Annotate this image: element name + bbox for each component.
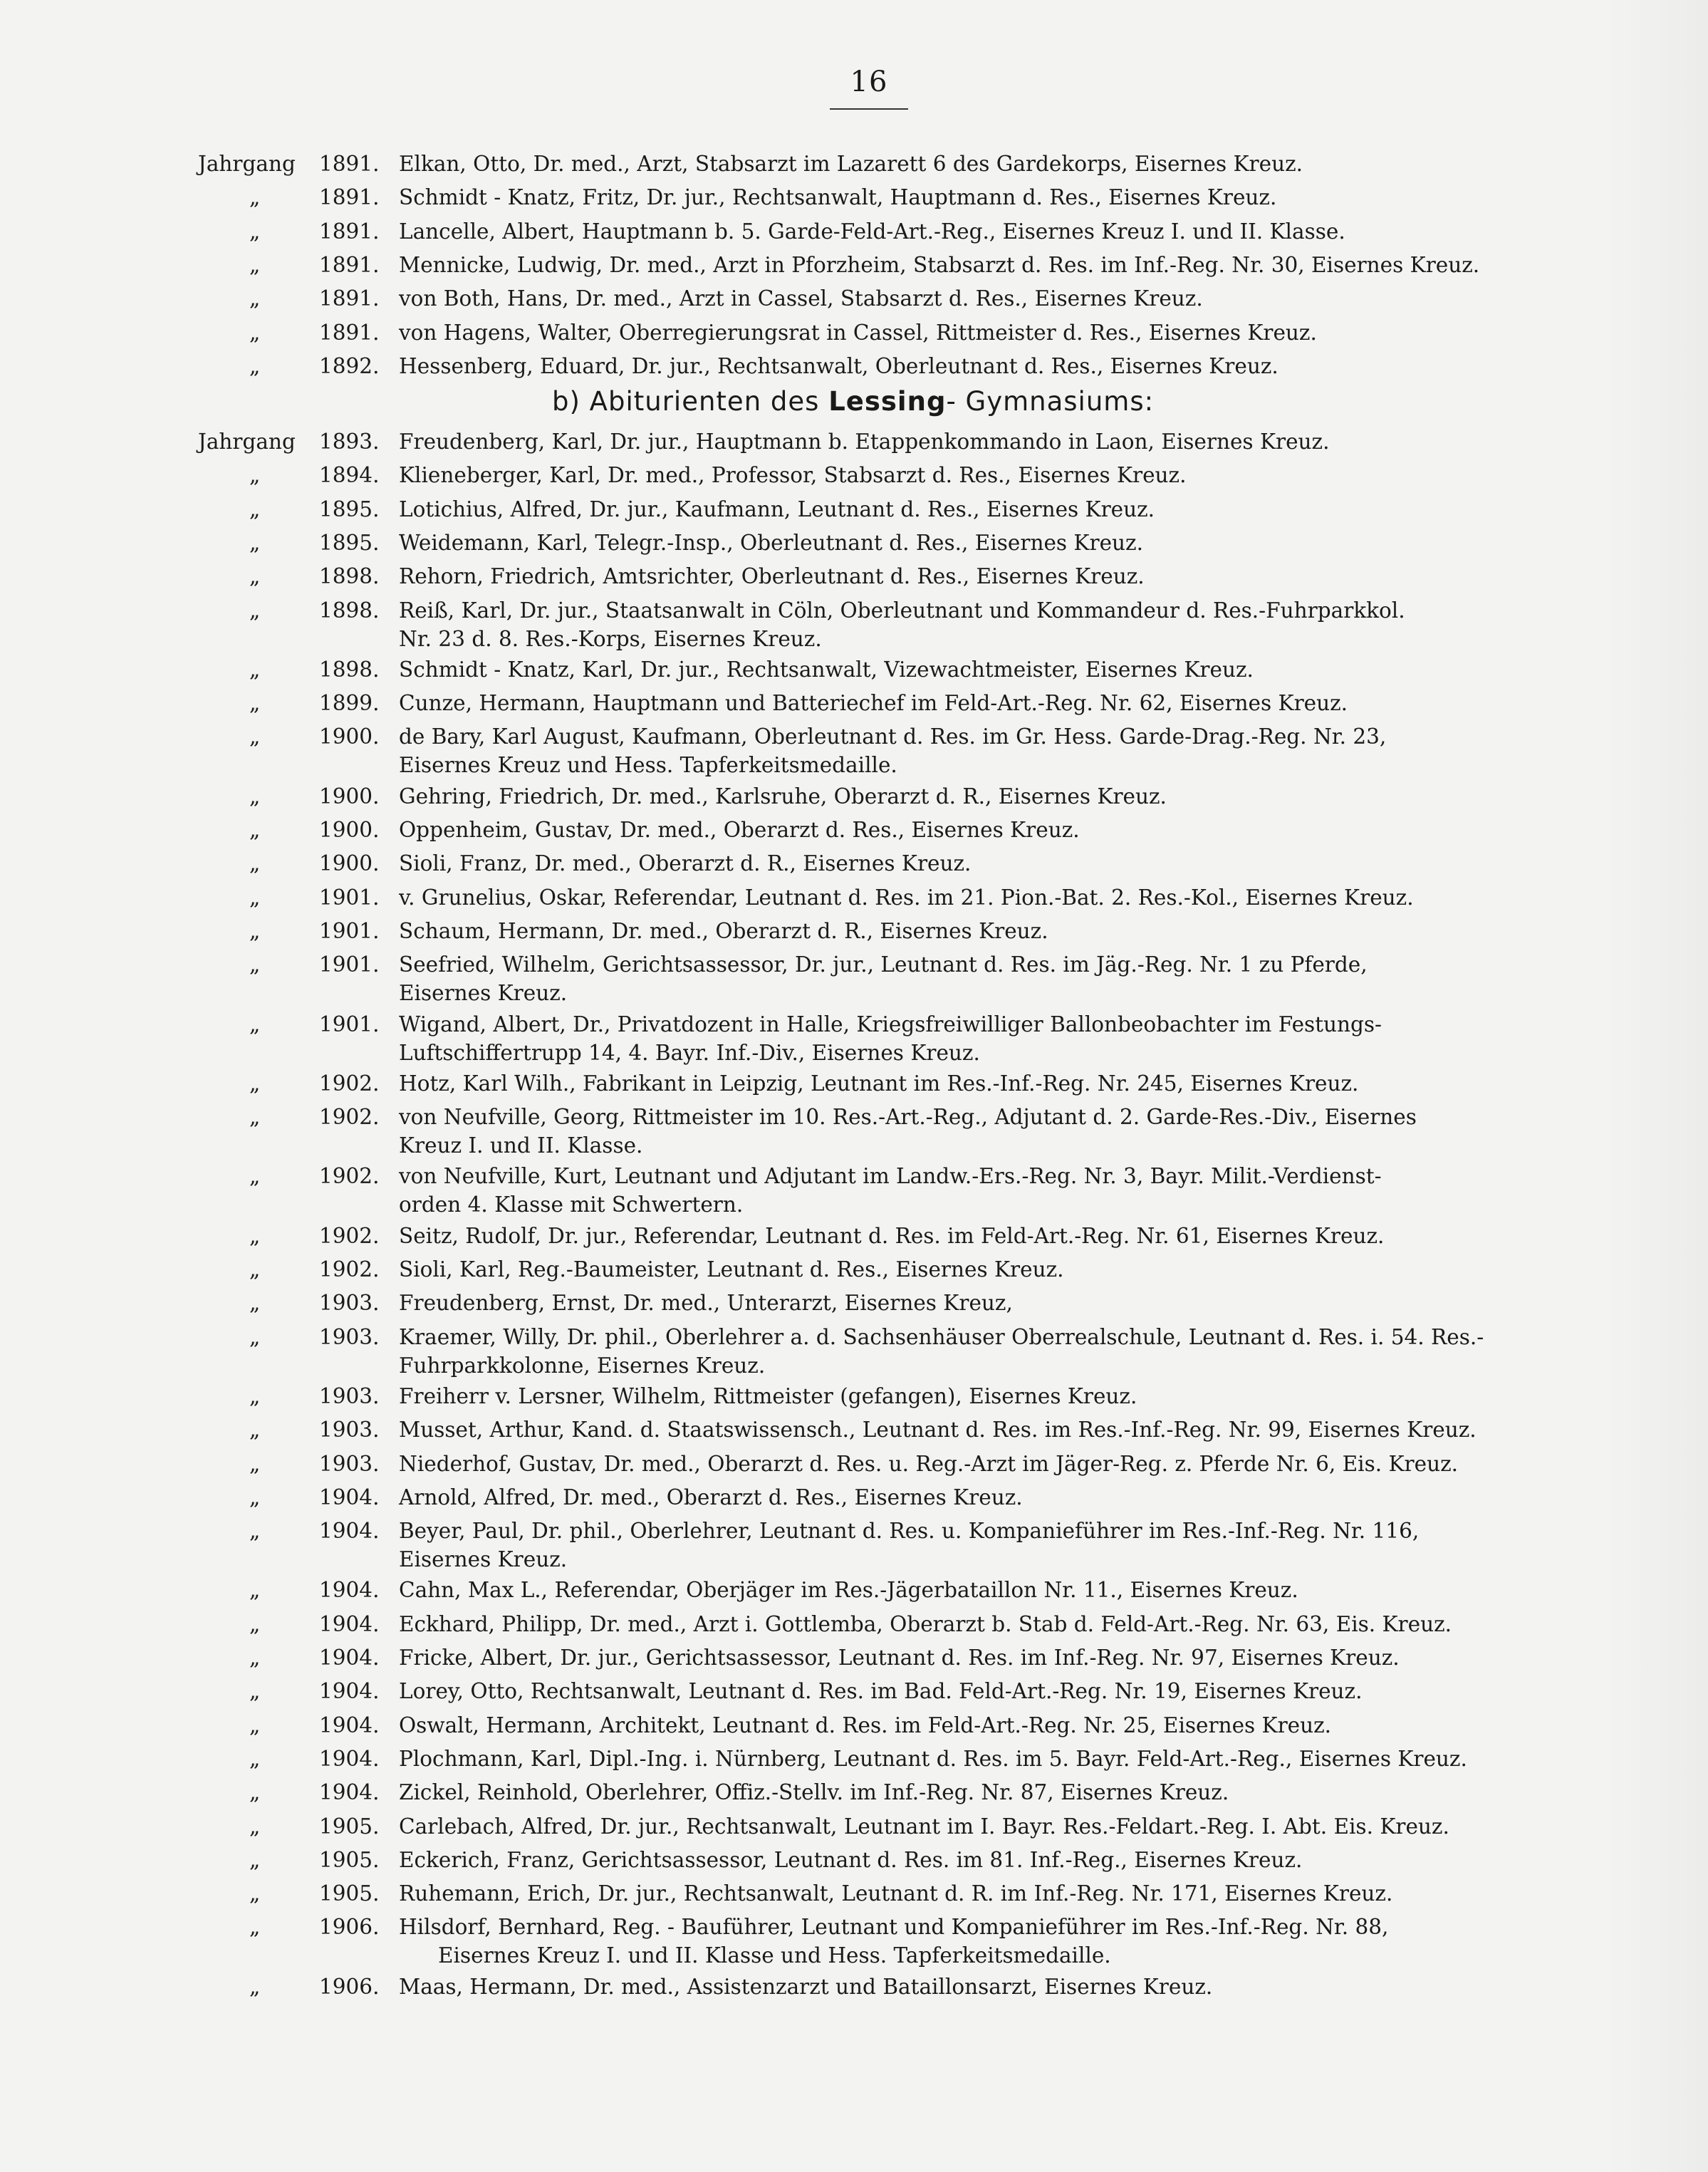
- entry-text: Cunze, Hermann, Hauptmann und Batteriechef im Feld-Art.-Reg. Nr. 62, Eisernes Kreuz.: [399, 691, 1348, 716]
- entry-year: 1904.: [319, 1578, 380, 1603]
- ditto-mark: „: [249, 1746, 261, 1771]
- entry-year: 1901.: [319, 885, 380, 910]
- ditto-mark: „: [249, 1164, 261, 1189]
- ditto-mark: „: [249, 1679, 261, 1704]
- ditto-mark: „: [249, 851, 261, 876]
- ditto-mark: „: [249, 1646, 261, 1670]
- entry-year: 1891.: [319, 320, 380, 345]
- entry-year: 1902.: [319, 1105, 380, 1130]
- section-heading-suffix: - Gymnasiums:: [946, 386, 1155, 417]
- ditto-mark: „: [249, 724, 261, 749]
- ditto-mark: „: [249, 598, 261, 623]
- entry-text: Lancelle, Albert, Hauptmann b. 5. Garde-Feld-Art.-Reg., Eisernes Kreuz I. und II. Klasse.: [399, 219, 1345, 244]
- entry-text: Schmidt - Knatz, Karl, Dr. jur., Rechtsanwalt, Vizewachtmeister, Eisernes Kreuz.: [399, 657, 1254, 682]
- entry-year: 1902.: [319, 1164, 380, 1189]
- entry-text: von Hagens, Walter, Oberregierungsrat in Cassel, Rittmeister d. Res., Eisernes Kreuz.: [399, 320, 1317, 345]
- entry-year: 1902.: [319, 1071, 380, 1096]
- entry-year: 1901.: [319, 1012, 380, 1036]
- entry-text: von Neufville, Georg, Rittmeister im 10. Res.-Art.-Reg., Adjutant d. 2. Garde-Res.-Div., Eisernes: [399, 1105, 1417, 1130]
- ditto-mark: „: [249, 885, 261, 910]
- ditto-mark: „: [249, 1418, 261, 1443]
- entry-text: Zickel, Reinhold, Oberlehrer, Offiz.-Stellv. im Inf.-Reg. Nr. 87, Eisernes Kreuz.: [399, 1780, 1229, 1805]
- ditto-mark: „: [249, 1383, 261, 1408]
- ditto-mark: „: [249, 353, 261, 378]
- section-heading: [552, 386, 1193, 417]
- entry-year: 1891.: [319, 219, 380, 244]
- entry-text: Oswalt, Hermann, Architekt, Leutnant d. Res. im Feld-Art.-Reg. Nr. 25, Eisernes Kreuz.: [399, 1713, 1332, 1737]
- ditto-mark: „: [249, 1257, 261, 1282]
- entry-year: 1900.: [319, 851, 380, 876]
- entry-continuation: Fuhrparkkolonne, Eisernes Kreuz.: [399, 1353, 766, 1378]
- entry-text: Maas, Hermann, Dr. med., Assistenzarzt und Bataillonsarzt, Eisernes Kreuz.: [399, 1974, 1213, 1999]
- entry-text: Schaum, Hermann, Dr. med., Oberarzt d. R., Eisernes Kreuz.: [399, 918, 1048, 943]
- ditto-mark: „: [249, 1915, 261, 1940]
- entry-continuation: orden 4. Klasse mit Schwertern.: [399, 1192, 744, 1217]
- entry-continuation: Eisernes Kreuz.: [399, 1547, 568, 1572]
- entry-year: 1905.: [319, 1881, 380, 1906]
- entry-text: Hilsdorf, Bernhard, Reg. - Bauführer, Leutnant und Kompanieführer im Res.-Inf.-Reg. Nr. 88,: [399, 1915, 1389, 1940]
- entry-continuation: Nr. 23 d. 8. Res.-Korps, Eisernes Kreuz.: [399, 626, 822, 651]
- entry-text: Arnold, Alfred, Dr. med., Oberarzt d. Res., Eisernes Kreuz.: [399, 1485, 1023, 1510]
- entry-text: Schmidt - Knatz, Fritz, Dr. jur., Rechtsanwalt, Hauptmann d. Res., Eisernes Kreuz.: [399, 185, 1277, 210]
- entry-year: 1891.: [319, 152, 380, 176]
- ditto-mark: „: [249, 784, 261, 809]
- entry-year: 1903.: [319, 1383, 380, 1408]
- entry-year: 1904.: [319, 1611, 380, 1636]
- entry-text: Eckerich, Franz, Gerichtsassessor, Leutnant d. Res. im 81. Inf.-Reg., Eisernes Kreuz.: [399, 1847, 1303, 1872]
- ditto-mark: „: [249, 657, 261, 682]
- ditto-mark: „: [249, 463, 261, 488]
- entry-year: 1901.: [319, 952, 380, 977]
- entry-text: Freudenberg, Ernst, Dr. med., Unterarzt, Eisernes Kreuz,: [399, 1291, 1013, 1316]
- entry-text: Klieneberger, Karl, Dr. med., Professor, Stabsarzt d. Res., Eisernes Kreuz.: [399, 463, 1187, 488]
- ditto-mark: „: [249, 691, 261, 716]
- entry-text: Lorey, Otto, Rechtsanwalt, Leutnant d. Res. im Bad. Feld-Art.-Reg. Nr. 19, Eisernes Kreuz.: [399, 1679, 1363, 1704]
- entry-text: Seitz, Rudolf, Dr. jur., Referendar, Leutnant d. Res. im Feld-Art.-Reg. Nr. 61, Eisernes Kreuz.: [399, 1223, 1385, 1248]
- entry-year: 1904.: [319, 1746, 380, 1771]
- entry-continuation: Luftschiffertrupp 14, 4. Bayr. Inf.-Div., Eisernes Kreuz.: [399, 1040, 980, 1065]
- entry-year: 1898.: [319, 657, 380, 682]
- ditto-mark: „: [249, 320, 261, 345]
- entry-text: Wigand, Albert, Dr., Privatdozent in Halle, Kriegsfreiwilliger Ballonbeobachter im Festungs-: [399, 1012, 1382, 1036]
- entry-year: 1904.: [319, 1646, 380, 1670]
- entry-continuation: Eisernes Kreuz I. und II. Klasse und Hess. Tapferkeitsmedaille.: [438, 1943, 1111, 1968]
- entry-text: Sioli, Karl, Reg.-Baumeister, Leutnant d. Res., Eisernes Kreuz.: [399, 1257, 1064, 1282]
- entry-year: 1903.: [319, 1291, 380, 1316]
- ditto-mark: „: [249, 1105, 261, 1130]
- page-number: 16: [850, 66, 888, 98]
- ditto-mark: „: [249, 1780, 261, 1805]
- entry-text: Musset, Arthur, Kand. d. Staatswissensch., Leutnant d. Res. im Res.-Inf.-Reg. Nr. 99, Eisernes Kreuz.: [399, 1418, 1477, 1443]
- entry-year: 1891.: [319, 286, 380, 311]
- ditto-mark: „: [249, 1881, 261, 1906]
- ditto-mark: „: [249, 918, 261, 943]
- jahrgang-label: Jahrgang: [198, 430, 296, 454]
- ditto-mark: „: [249, 1713, 261, 1737]
- entry-text: Lotichius, Alfred, Dr. jur., Kaufmann, Leutnant d. Res., Eisernes Kreuz.: [399, 497, 1155, 521]
- ditto-mark: „: [249, 1223, 261, 1248]
- entry-year: 1900.: [319, 818, 380, 842]
- ditto-mark: „: [249, 564, 261, 589]
- entry-year: 1904.: [319, 1519, 380, 1544]
- entry-text: Weidemann, Karl, Telegr.-Insp., Oberleutnant d. Res., Eisernes Kreuz.: [399, 530, 1143, 555]
- entry-year: 1900.: [319, 784, 380, 809]
- entry-continuation: Eisernes Kreuz.: [399, 981, 568, 1006]
- ditto-mark: „: [249, 1847, 261, 1872]
- entry-text: Plochmann, Karl, Dipl.-Ing. i. Nürnberg, Leutnant d. Res. im 5. Bayr. Feld-Art.-Reg., Eisernes Kreuz.: [399, 1746, 1467, 1771]
- ditto-mark: „: [249, 1012, 261, 1036]
- ditto-mark: „: [249, 185, 261, 210]
- entry-year: 1904.: [319, 1485, 380, 1510]
- entry-year: 1891.: [319, 252, 380, 277]
- page-number-rule: [830, 108, 908, 110]
- entry-text: Fricke, Albert, Dr. jur., Gerichtsassessor, Leutnant d. Res. im Inf.-Reg. Nr. 97, Eisernes Kreuz.: [399, 1646, 1400, 1670]
- entry-year: 1903.: [319, 1451, 380, 1476]
- ditto-mark: „: [249, 1578, 261, 1603]
- ditto-mark: „: [249, 530, 261, 555]
- entry-text: Hessenberg, Eduard, Dr. jur., Rechtsanwalt, Oberleutnant d. Res., Eisernes Kreuz.: [399, 353, 1279, 378]
- entry-year: 1898.: [319, 564, 380, 589]
- entry-text: Eckhard, Philipp, Dr. med., Arzt i. Gottlemba, Oberarzt b. Stab d. Feld-Art.-Reg. Nr. 63, Eis. Kreuz.: [399, 1611, 1452, 1636]
- ditto-mark: „: [249, 952, 261, 977]
- entry-year: 1895.: [319, 530, 380, 555]
- entry-year: 1904.: [319, 1679, 380, 1704]
- entry-text: Sioli, Franz, Dr. med., Oberarzt d. R., Eisernes Kreuz.: [399, 851, 972, 876]
- entry-year: 1906.: [319, 1915, 380, 1940]
- page-edge-shade: [1608, 0, 1708, 2172]
- ditto-mark: „: [249, 1291, 261, 1316]
- ditto-mark: „: [249, 1814, 261, 1839]
- entry-text: Kraemer, Willy, Dr. phil., Oberlehrer a. d. Sachsenhäuser Oberrealschule, Leutnant d. Res. i. 54. Res.-: [399, 1324, 1484, 1349]
- ditto-mark: „: [249, 252, 261, 277]
- entry-text: Freudenberg, Karl, Dr. jur., Hauptmann b. Etappenkommando in Laon, Eisernes Kreuz.: [399, 430, 1330, 454]
- entry-text: v. Grunelius, Oskar, Referendar, Leutnant d. Res. im 21. Pion.-Bat. 2. Res.-Kol., Eisernes Kreuz.: [399, 885, 1414, 910]
- entry-text: Gehring, Friedrich, Dr. med., Karlsruhe, Oberarzt d. R., Eisernes Kreuz.: [399, 784, 1167, 809]
- entry-year: 1895.: [319, 497, 380, 521]
- ditto-mark: „: [249, 219, 261, 244]
- ditto-mark: „: [249, 1611, 261, 1636]
- ditto-mark: „: [249, 818, 261, 842]
- section-heading-prefix: b) Abiturienten des: [552, 386, 820, 417]
- entry-text: Seefried, Wilhelm, Gerichtsassessor, Dr. jur., Leutnant d. Res. im Jäg.-Reg. Nr. 1 zu Pferde,: [399, 952, 1368, 977]
- entry-text: Ruhemann, Erich, Dr. jur., Rechtsanwalt, Leutnant d. R. im Inf.-Reg. Nr. 171, Eisernes Kreuz.: [399, 1881, 1393, 1906]
- entry-year: 1903.: [319, 1418, 380, 1443]
- entry-year: 1902.: [319, 1223, 380, 1248]
- entry-year: 1892.: [319, 353, 380, 378]
- ditto-mark: „: [249, 1324, 261, 1349]
- entry-year: 1906.: [319, 1974, 380, 1999]
- entry-text: Beyer, Paul, Dr. phil., Oberlehrer, Leutnant d. Res. u. Kompanieführer im Res.-Inf.-Reg. Nr. 116,: [399, 1519, 1420, 1544]
- entry-text: Cahn, Max L., Referendar, Oberjäger im Res.-Jägerbataillon Nr. 11., Eisernes Kreuz.: [399, 1578, 1298, 1603]
- section-heading-name: Lessing: [828, 386, 947, 417]
- entry-year: 1899.: [319, 691, 380, 716]
- entry-year: 1893.: [319, 430, 380, 454]
- entry-year: 1901.: [319, 918, 380, 943]
- entry-year: 1904.: [319, 1713, 380, 1737]
- entry-year: 1891.: [319, 185, 380, 210]
- entry-text: Freiherr v. Lersner, Wilhelm, Rittmeister (gefangen), Eisernes Kreuz.: [399, 1383, 1137, 1408]
- jahrgang-label: Jahrgang: [198, 152, 296, 176]
- entry-year: 1903.: [319, 1324, 380, 1349]
- entry-text: Niederhof, Gustav, Dr. med., Oberarzt d. Res. u. Reg.-Arzt im Jäger-Reg. z. Pferde Nr. 6, Eis. Kreuz.: [399, 1451, 1459, 1476]
- entry-text: von Both, Hans, Dr. med., Arzt in Cassel, Stabsarzt d. Res., Eisernes Kreuz.: [399, 286, 1203, 311]
- ditto-mark: „: [249, 1974, 261, 1999]
- ditto-mark: „: [249, 1451, 261, 1476]
- entry-continuation: Kreuz I. und II. Klasse.: [399, 1133, 643, 1158]
- entry-continuation: Eisernes Kreuz und Hess. Tapferkeitsmedaille.: [399, 753, 897, 778]
- entry-year: 1902.: [319, 1257, 380, 1282]
- ditto-mark: „: [249, 1519, 261, 1544]
- entry-year: 1905.: [319, 1847, 380, 1872]
- entry-text: Rehorn, Friedrich, Amtsrichter, Oberleutnant d. Res., Eisernes Kreuz.: [399, 564, 1145, 589]
- entry-year: 1894.: [319, 463, 380, 488]
- entry-year: 1900.: [319, 724, 380, 749]
- entry-text: Elkan, Otto, Dr. med., Arzt, Stabsarzt im Lazarett 6 des Gardekorps, Eisernes Kreuz.: [399, 152, 1303, 176]
- entry-year: 1905.: [319, 1814, 380, 1839]
- entry-text: von Neufville, Kurt, Leutnant und Adjutant im Landw.-Ers.-Reg. Nr. 3, Bayr. Milit.-Verdienst-: [399, 1164, 1382, 1189]
- entry-text: Carlebach, Alfred, Dr. jur., Rechtsanwalt, Leutnant im I. Bayr. Res.-Feldart.-Reg. I. Abt. Eis. Kreuz.: [399, 1814, 1449, 1839]
- entry-text: de Bary, Karl August, Kaufmann, Oberleutnant d. Res. im Gr. Hess. Garde-Drag.-Reg. Nr. 23,: [399, 724, 1387, 749]
- ditto-mark: „: [249, 497, 261, 521]
- ditto-mark: „: [249, 286, 261, 311]
- entry-year: 1904.: [319, 1780, 380, 1805]
- entry-text: Mennicke, Ludwig, Dr. med., Arzt in Pforzheim, Stabsarzt d. Res. im Inf.-Reg. Nr. 30, Eisernes Kreuz.: [399, 252, 1480, 277]
- entry-text: Hotz, Karl Wilh., Fabrikant in Leipzig, Leutnant im Res.-Inf.-Reg. Nr. 245, Eisernes Kreuz.: [399, 1071, 1359, 1096]
- entry-text: Oppenheim, Gustav, Dr. med., Oberarzt d. Res., Eisernes Kreuz.: [399, 818, 1080, 842]
- ditto-mark: „: [249, 1071, 261, 1096]
- ditto-mark: „: [249, 1485, 261, 1510]
- entry-year: 1898.: [319, 598, 380, 623]
- entry-text: Reiß, Karl, Dr. jur., Staatsanwalt in Cöln, Oberleutnant und Kommandeur d. Res.-Fuhrparkkol.: [399, 598, 1405, 623]
